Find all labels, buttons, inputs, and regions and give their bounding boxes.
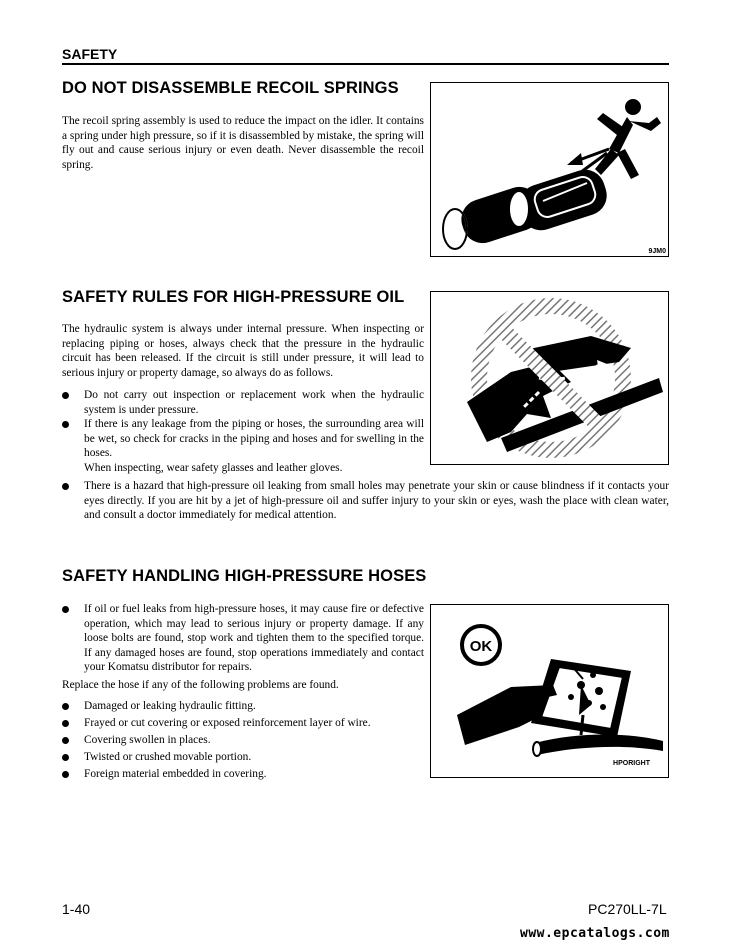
bullet-dot xyxy=(62,703,69,710)
hoses-replace-text: Replace the hose if any of the following problems are found. xyxy=(62,679,339,691)
section-header: SAFETY xyxy=(62,46,118,62)
recoil-section-body xyxy=(62,114,424,172)
recoil-spring-illustration xyxy=(431,83,667,255)
bullet-dot xyxy=(62,421,69,428)
oil-intro-paragraph: The hydraulic system is always under internal pressure. When inspecting or replacing piping or hoses, always check that the pressure in the hydraulic circuit has been released. If the circuit is still under pressure, it will lead to serious injury or property damage, so always do as follows. xyxy=(62,323,424,379)
ok-badge-label: OK xyxy=(469,638,493,655)
bullet-dot xyxy=(62,392,69,399)
hose-problem-list xyxy=(62,699,424,782)
oil-bullet-list-wide xyxy=(62,479,669,523)
oil-bullet-1-text: Do not carry out inspection or replacement work when the hydraulic system is under pressure. xyxy=(84,389,424,416)
hose-figure-code: HPORIGHT xyxy=(613,760,650,767)
hose-problem-text: Foreign material embedded in covering. xyxy=(84,767,267,780)
hose-problem-text: Covering swollen in places. xyxy=(84,733,211,746)
oil-bullet-2-text: If there is any leakage from the piping or hoses, the surrounding area will be wet, so check for cracks in the piping and hoses and for swelling in the hoses. xyxy=(84,418,424,460)
hoses-lead-list xyxy=(62,602,424,675)
oil-section-intro xyxy=(62,322,424,380)
model-number: PC270LL-7L xyxy=(588,901,667,917)
oil-section-title: SAFETY RULES FOR HIGH-PRESSURE OIL xyxy=(62,288,405,306)
bullet-dot xyxy=(62,483,69,490)
bullet-dot xyxy=(62,606,69,613)
recoil-section-title: DO NOT DISASSEMBLE RECOIL SPRINGS xyxy=(62,79,399,97)
hose-problem-text: Damaged or leaking hydraulic fitting. xyxy=(84,700,256,712)
oil-bullet-3-text: There is a hazard that high-pressure oil leaking from small holes may penetrate your skin or cause blindness if it contacts your eyes directly. If you are hit by a jet of high-pressure oil and suffer injury to your skin or eyes, wash the place with clean water, and consult a doctor immediately for medical attention. xyxy=(84,480,669,522)
no-hand-prohibition-illustration xyxy=(431,292,667,463)
oil-bullet-2-extra: When inspecting, wear safety glasses and leather gloves. xyxy=(84,461,343,474)
bullet-dot xyxy=(62,737,69,744)
hose-problem-item xyxy=(62,716,424,731)
bullet-dot xyxy=(62,754,69,761)
hose-problem-item xyxy=(62,699,424,714)
hose-problem-item xyxy=(62,733,424,748)
hoses-section-title: SAFETY HANDLING HIGH-PRESSURE HOSES xyxy=(62,567,427,585)
hose-problem-text: Twisted or crushed movable portion. xyxy=(84,750,252,763)
recoil-spring-figure xyxy=(430,82,669,257)
hoses-lead-text: If oil or fuel leaks from high-pressure hoses, it may cause fire or defective operation, which may lead to serious injury or property damage. If any loose bolts are found, stop work and tighten them to the specified torque. If any damaged hoses are found, stop operations immediately and contact your Komatsu distributor for repairs. xyxy=(84,603,424,674)
oil-bullet-2 xyxy=(62,417,424,475)
header-rule xyxy=(62,63,669,65)
hose-inspection-illustration xyxy=(431,605,667,776)
watermark-text: www.epcatalogs.com xyxy=(520,926,670,941)
hose-problem-text: Frayed or cut covering or exposed reinforcement layer of wire. xyxy=(84,716,371,729)
hose-problem-item xyxy=(62,750,424,765)
oil-bullet-list xyxy=(62,388,424,476)
hose-problem-item xyxy=(62,767,424,782)
oil-bullet-3 xyxy=(62,479,669,523)
recoil-paragraph: The recoil spring assembly is used to reduce the impact on the idler. It contains a spring under high pressure, so if it is disassembled by mistake, the spring will fly out and cause serious injury or even death. Never disassemble the recoil spring. xyxy=(62,115,424,171)
recoil-figure-code: 9JM0 xyxy=(648,248,666,255)
hoses-lead-bullet xyxy=(62,602,424,675)
oil-bullet-1 xyxy=(62,388,424,417)
hose-inspection-figure xyxy=(430,604,669,778)
bullet-dot xyxy=(62,771,69,778)
oil-warning-figure xyxy=(430,291,669,465)
bullet-dot xyxy=(62,720,69,727)
page-number: 1-40 xyxy=(62,901,91,917)
